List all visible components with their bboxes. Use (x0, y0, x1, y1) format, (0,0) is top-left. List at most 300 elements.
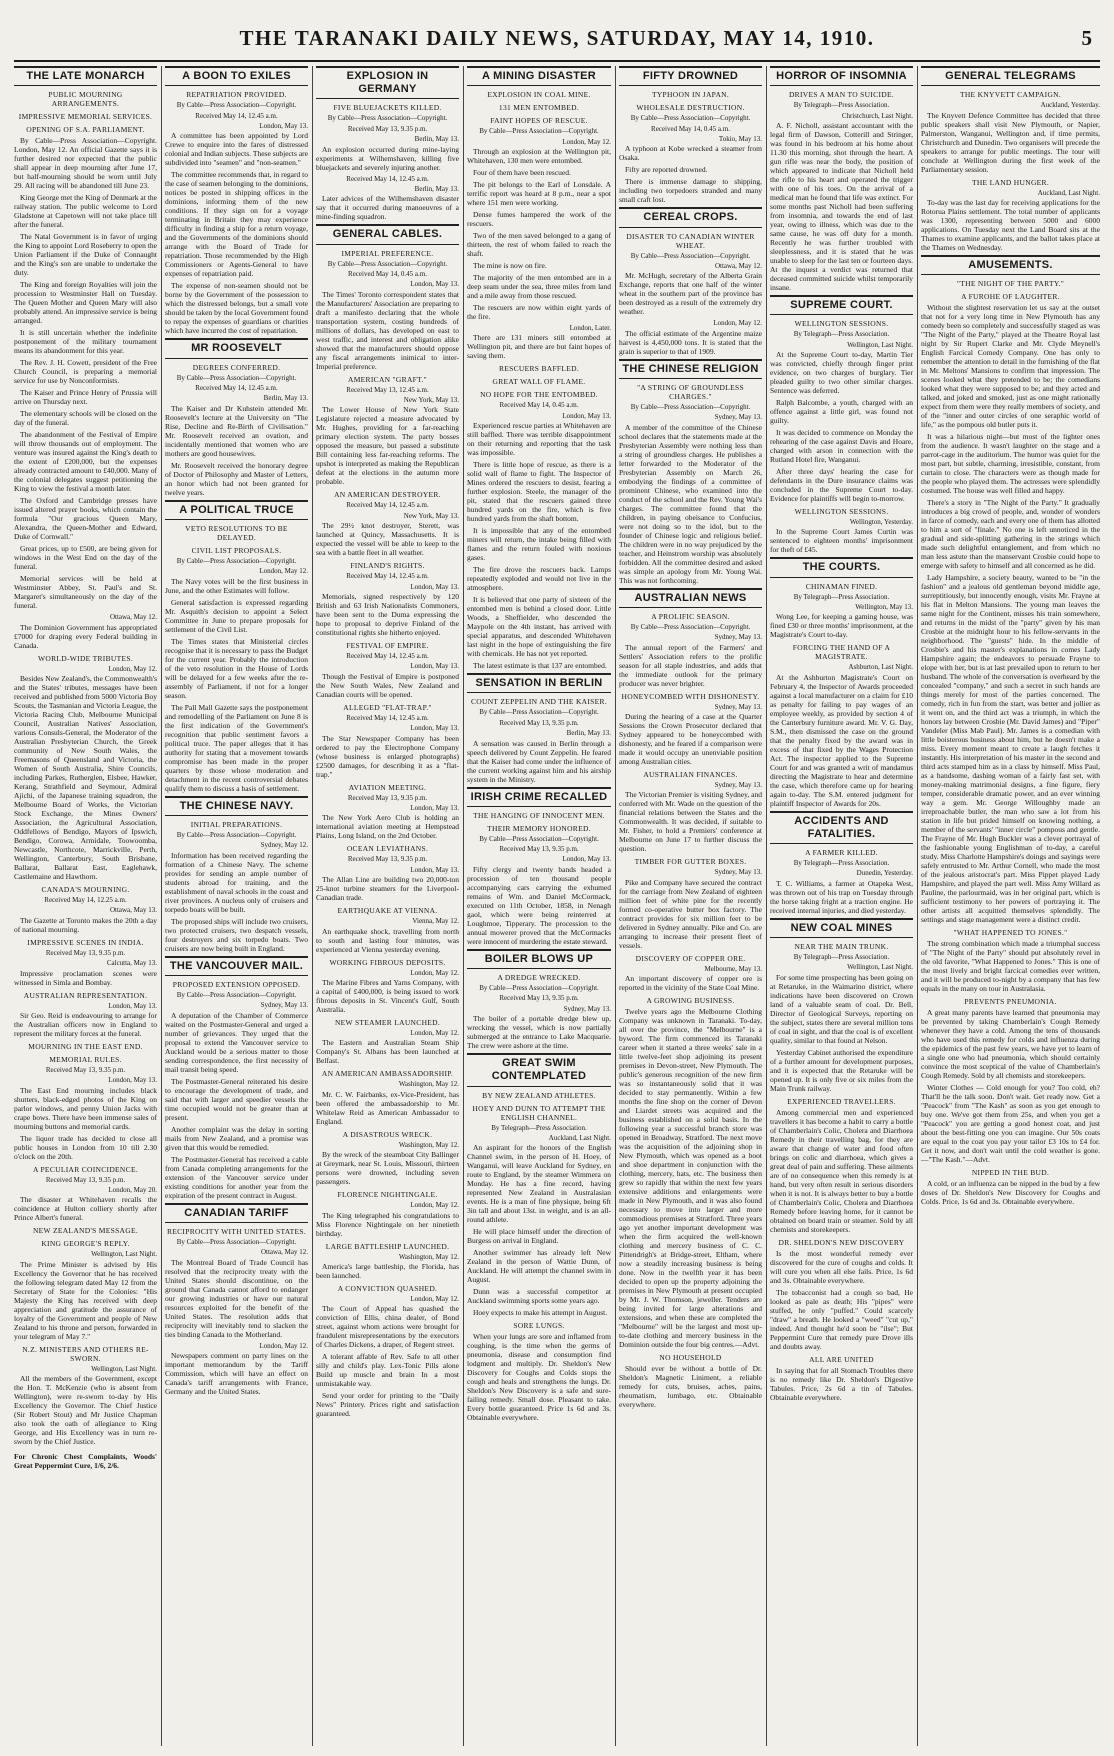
paragraph: The fire drove the rescuers back. Lamps repeatedly exploded and would not live in the atmosphere. (467, 565, 611, 593)
paragraph: The Kaiser and Dr Kuhstein attended Mr. Roosevelt's lecture at the University on "The Rise, Decline and Re-Birth of Civilisation." Mr. Roosevelt received an ovation, and incidentally mentioned that women who are mothers are good housewives. (165, 403, 308, 458)
dateline: Sydney, May 13. (260, 1001, 308, 1010)
subheading: BY NEW ZEALAND ATHLETES. (482, 1090, 596, 1100)
subheading: WELLINGTON SESSIONS. (794, 506, 889, 516)
dateline: Washington, May 12. (398, 1080, 459, 1089)
paragraph: It is impossible that any of the entombed miners will return, the intake being filled with flames and the return fouled with noxious gases. (467, 526, 611, 563)
dateline: Christchurch, Last Night. (841, 111, 913, 120)
dateline: Dunedin, Yesterday. (856, 869, 913, 878)
subheading: DISCOVERY OF COPPER ORE. (635, 953, 746, 963)
column-rule (766, 66, 767, 1746)
dateline: London, May 13. (410, 865, 459, 874)
dateline: Sydney, May 13. (714, 781, 762, 790)
paragraph: Pike and Company have secured the contract for the carriage from New Zealand of eighteen million feet of white pine for the recently formed co-operative butter box factory. The contract provides for six million feet to be delivered in Sydney annually. Pike and Co. are arranging to increase their present fleet of vessels. (619, 877, 762, 950)
paragraph: The rescuers are now within eight yards of the fire. (467, 302, 611, 321)
column-2 (165, 66, 308, 1746)
subheading: THE KNYVETT CAMPAIGN. (959, 90, 1062, 100)
subheading: N.Z. MINISTERS AND OTHERS RE-SWORN. (22, 1344, 149, 1363)
article-headline: CEREAL CROPS. (619, 207, 762, 227)
subheading: MOURNING IN THE EAST END. (28, 1041, 143, 1051)
dateline: Sydney, May 13. (714, 702, 762, 711)
agency-credit: By Cable—Press Association—Copyright. (176, 830, 297, 839)
paragraph: The Rev. J. H. Cowett, president of the Free Church Council, is preparing a memorial service for use by Nonconformists. (14, 358, 157, 386)
subheading: IMPRESSIVE SCENES IN INDIA. (27, 937, 144, 947)
paragraph: The annual report of the Farmers' and Settlers' Association refers to the prolific season for all staple industries, and adds that the immediate outlook for the primary producer was never brighter. (619, 642, 762, 688)
received-line: Received May 13, 12.45 a.m. (346, 385, 429, 394)
paragraph: The Postmaster-General has received a cable from Canada completing arrangements for the extension of the Vancouver service under existing conditions for another year from the expiration of the present contract in August. (165, 1154, 308, 1200)
agency-credit: By Cable—Press Association—Copyright. (479, 834, 599, 843)
column-rule (615, 66, 616, 1746)
dateline: Wellington, Yesterday. (849, 517, 913, 526)
paragraph: Should ever be without a bottle of Dr. Sheldon's Magnetic Liniment, a reliable remedy for cuts, bruises, aches, pains, rheumatism, lumbago, etc. Obtainable everywhere. (619, 1364, 762, 1410)
paragraph: The Natal Government is in favor of urging the King to appoint Lord Roseberry to open the Union Parliament if the Duke of Connaught and the King's son are unable to undertake the duty. (14, 232, 157, 278)
paragraph: The proposed ships will include two cruisers, two protected cruisers, two despatch vessels, four destroyers and six torpedo boats. Two cruisers are now being built in England. (165, 916, 308, 953)
paragraph: The boiler of a portable dredge blew up, wrecking the vessel, which is now partially submerged at the entrance to Lake Macquarie. The crew were ashore at the time. (467, 1014, 611, 1051)
dateline: London, May 12. (410, 1028, 459, 1037)
subheading: THE HANGING OF INNOCENT MEN. (473, 810, 605, 820)
paragraph: The majority of the men entombed are in a deep seam under the sea, three miles from land and a mile away from those rescued. (467, 272, 611, 300)
paragraph: Ralph Balcombe, a youth, charged with an offence against a little girl, was found not guilty. (770, 397, 913, 425)
agency-credit: By Telegraph—Press Association. (793, 953, 890, 962)
paragraph: The Marine Fibres and Yarns Company, with a capital of £400,000, is being issued to work fibrous deposits in St. Vincent's Gulf, South Australia. (316, 977, 459, 1014)
dateline: Sydney, May 13. (714, 633, 762, 642)
received-line: Received May 13, 9.35 p.m. (499, 994, 579, 1003)
subheading: KING GEORGE'S REPLY. (41, 1239, 130, 1249)
dateline: London, May 20. (108, 1186, 157, 1195)
paragraph: The Times' Toronto correspondent states that the Manufacturers' Association are preparing to draft a manifesto declaring that the whole transportation system, costing hundreds of millions of dollars, has developed on east to west traffic, and interest and obligation alike showed that the manufacturers should oppose any fiscal arrangements inimical to inter-Imperial preference. (316, 289, 459, 371)
dateline: Berlin, May 13. (263, 394, 308, 403)
agency-credit: By Telegraph—Press Association. (793, 592, 890, 601)
paragraph: Besides New Zealand's, the Commonwealth's and the States' tributes, messages have been received and published from 5000 Victoria Boy Scouts, the Tasmanian and Victoria League, the Victoria Racing Club, Melbourne Municipal Council, Australian Natives' Association, various Consuls-General, the Moderator of the Australian Presbyterian Church, the Greek community of New South Wales, the Freemasons of Queensland and Victoria, the Women of South Australia, Shire Councils, including Parkes, Rutherglen, Elsbee, Hawker, Kerang, Strathfield and Seymour, Admiral Ajichi, of the Japanese training squadron, the Melbourne Board of Works, the Victorian Stock Exchange, the Mines Owners' Association, the Agricultural Association, Oddfellows of Bendigo, Mayors of Ipswich, Bendigo, Corowa, Armidale, Toowoomba, Newcastle, Northcote, Marrickville, Perth, Wellington, Canterbury, South Brisbane, Ballarat, Ballarat East, Eaglehawk, Castlemaine and Hawthorn. (14, 673, 157, 881)
subheading: IMPRESSIVE MEMORIAL SERVICES. (18, 112, 153, 122)
dateline: London, May 13. (410, 803, 459, 812)
received-line: Received May 13, 9.35 p.m. (347, 124, 428, 133)
subheading: FINLAND'S RIGHTS. (350, 561, 425, 571)
received-line: Received May 14, 12.45 a.m. (346, 652, 429, 661)
dateline: Melbourne, May 13. (704, 964, 762, 973)
dateline: London, May 13. (562, 855, 611, 864)
dateline: London, May 13. (410, 582, 459, 591)
article-headline: AUSTRALIAN NEWS (619, 588, 762, 608)
dateline: Ottawa, May 13. (109, 906, 157, 915)
dateline: Sydney, May 13. (714, 868, 762, 877)
paragraph: Wong Lee, for keeping a gaming house, was fined £30 or three months' imprisonment, at the Magistrate's Court to-day. (770, 612, 913, 640)
subheading: GREAT WALL OF FLAME. (492, 377, 586, 387)
page-number: 5 (1081, 26, 1092, 50)
dateline: Sydney, May 13. (563, 1004, 611, 1013)
dateline: London, May 13. (410, 724, 459, 733)
dateline: Berlin, May 13. (414, 184, 459, 193)
subheading: CHINAMAN FINED. (805, 581, 878, 591)
subheading: "WHAT HAPPENED TO JONES." (953, 928, 1068, 938)
paragraph: It was decided to commence on Monday the rehearing of the case against Davis and Hoare, charged with arson in connection with the Rutland Hotel fire, Wanganui. (770, 427, 913, 464)
dateline: Berlin, May 13. (414, 135, 459, 144)
agency-credit: By Cable—Press Association—Copyright. (176, 990, 297, 999)
paragraph: Impressive proclamation scenes were witnessed in Simla and Bombay. (14, 968, 157, 987)
subheading: RESCUERS BAFFLED. (498, 364, 580, 374)
agency-credit: By Telegraph—Press Association. (793, 101, 890, 110)
dateline: Ottawa, May 12. (260, 1248, 308, 1257)
subheading: MEMORIAL RULES. (49, 1054, 122, 1064)
article-headline: NEW COAL MINES (770, 918, 913, 938)
subheading: AN AMERICAN DESTROYER. (334, 490, 441, 500)
newspaper-title: THE TARANAKI DAILY NEWS, SATURDAY, MAY 14, 1910. (239, 26, 875, 50)
article-headline: EXPLOSION IN GERMANY (316, 66, 459, 99)
subheading: A CONVICTION QUASHED. (337, 1283, 438, 1293)
received-line: Received May 14, 12.45 a.m. (346, 501, 429, 510)
paragraph: A tolerant affable of Rev. Safe to all other silly and child's play. Lex-Tonic Pills alone Build up muscle and brain In a most unmistakable way. (316, 1352, 459, 1389)
agency-credit: By Cable—Press Association—Copyright. (176, 373, 297, 382)
subheading: A GROWING BUSINESS. (646, 996, 735, 1006)
dateline: London, May 13. (562, 411, 611, 420)
subheading: FAINT HOPES OF RESCUE. (490, 116, 588, 126)
subheading: LARGE BATTLESHIP LAUNCHED. (325, 1241, 450, 1251)
paragraph: Winter Clothes — Cold enough for you? Too cold, eh? That'll be the talk soon. Don't wait. Get ready now. Get a "Peacock" from "The Kash" as soon as you get enough to buy one. We've got them from 25s, and when you get a "Peacock" you are getting a good honest coat, and just about the best-fitting one you can imagine. Our 50s coats are equal to the coat you pay your tailor £3 10s to £4 for. Get it now, and don't wait until the cold weather is gone.—"The Kash."—Advt. (921, 1083, 1100, 1165)
paragraph: The New York Aero Club is holding an international aviation meeting at Hempstead Plains, Long Island, on the 2nd October. (316, 813, 459, 841)
paragraph: A typhoon at Kobe wrecked a steamer from Osaka. (619, 144, 762, 163)
paragraph: A cold, or an influenza can be nipped in the bud by a few doses of Dr. Sheldon's New Discovery for Coughs and Colds. Price, 1s 6d and 3s. Obtainable everywhere. (921, 1179, 1100, 1207)
paragraph: An earthquake shock, travelling from north to south and lasting four minutes, was experienced at Vienna yesterday evening. (316, 926, 459, 954)
subheading: DISASTER TO CANADIAN WINTER WHEAT. (626, 231, 755, 250)
column-4 (467, 66, 611, 1746)
subheading: SORE LUNGS. (513, 1321, 565, 1331)
paragraph: A. F. Nicholl, assistant accountant with the legal firm of Dawson, Cotterill and Stringer, was found in his bedroom at his home about 11.30 this morning, shot through the heart. A gun rifle was near the body, the position of which appeared to indicate that Nicholl held the rifle to his heart and operated the trigger with one of his toes. On the arrival of a medical man he found that life was extinct. For some months past Nicholl had been suffering from insomnia, and towards the end of last year, owing to illness, which was due to the same cause, he was off duty for a month. Recently he was further troubled with sleeplessness, and it is stated that he was unable to sleep for the last ten or fourteen days. At the inquest a verdict was returned that deceased committed suicide whilst temporarily insane. (770, 120, 913, 292)
paragraph: Mr. Roosevelt received the honorary degree of Doctor of Philosophy and Master of Letters, an honor which had not been granted for twelve years. (165, 460, 308, 497)
paragraph: A sensation was caused in Berlin through a speech delivered by Count Zeppelin. He feared that the Kaiser had come under the influence of the current working against him and his airship system in the Ministry. (467, 738, 611, 784)
paragraph: It is believed that one party of sixteen of the entombed men is behind a closed door. Little Woods, a Sheffielder, who descended the Maypole on the 4th instant, has arrived with special apparatus, and descended Whitehaven last night in the hope of extinguishing the fire with chemicals. He has not yet reported. (467, 595, 611, 659)
paragraph: The Knyvett Defence Committee has decided that three public speakers shall visit New Plymouth, or Napier, Palmerston, Wanganui, Wellington and, if time permits, Christchurch and Dunedin. Two organisers will precede the speakers to arrange for public meetings. The tour will conclude at Wellington during the first week of the Parliamentary session. (921, 110, 1100, 174)
subheading: A DISASTROUS WRECK. (342, 1129, 433, 1139)
paragraph: The East End mourning includes black shutters, black-edged photos of the King on parlor windows, and penny Union Jacks with crape bows. There have been immense sales of mourning buttons and memorial cards. (14, 1085, 157, 1131)
paragraph: Dunn was a successful competitor at Auckland swimming sports some years ago. (467, 1287, 611, 1306)
subheading: AUSTRALIAN REPRESENTATION. (23, 990, 148, 1000)
dateline: Calcutta, May 13. (106, 959, 157, 968)
dateline: London, May 13. (108, 1076, 157, 1085)
paragraph: Four of them have been rescued. (473, 167, 571, 177)
dateline: London, May 12. (713, 319, 762, 328)
paragraph: There is immense damage to shipping, including two torpedoers stranded and many small craft lost. (619, 177, 762, 205)
subheading: "THE NIGHT OF THE PARTY." (956, 279, 1065, 289)
dateline: London, May 12. (259, 1341, 308, 1350)
dateline: Tokio, May 13. (718, 134, 762, 143)
subheading: FLORENCE NIGHTINGALE. (337, 1190, 438, 1200)
paragraph: Experienced rescue parties at Whitehaven are still baffled. There was terrible disappointment on their returning and reporting that the task was impossible. (467, 421, 611, 458)
paragraph: The expense of non-seamen should not be borne by the Government of the possession to which the distressed belongs, but a small vote should be taken by the local Government found to repay the expenses of guardians or charities which have incurred the cost of repatriation. (165, 281, 308, 336)
paragraph: The Pall Mall Gazette says the postponement and remodelling of the Parliament on June 8 is the first indication of the Government's recognition that public sentiment favors a political truce. The paper alleges that it has authority for stating that a movement towards compromise has been made in the proper quarters by those whose moderation and detachment in the recent controversial debates qualify them to discuss a basis of settlement. (165, 702, 308, 793)
subheading: AMERICAN "GRAFT." (347, 374, 427, 384)
paragraph: T. C. Williams, a farmer at Otapeka West, was thrown out of his trap on Tuesday through the horse taking fright at a traction engine. He received internal injuries, and died yesterday. (770, 878, 913, 915)
dateline: Washington, May 12. (398, 1140, 459, 1149)
paragraph: The tobacconist had a cough so bad, He looked as pale as death; His "pipes" were stuffed, he only "puffed." Could scarcely "draw" a breath. He looked a "weed" "cut up," indeed, And thought he'd soon be "ilse"; But Peppermint Cure that remedy pure Drove ills and doubts away. (770, 1287, 913, 1351)
agency-credit: By Cable—Press Association—Copyright. (176, 1237, 297, 1246)
paragraph: Another swimmer has already left New Zealand in the person of Wattie Dunn, of Auckland. He will attempt the channel swim in August. (467, 1248, 611, 1285)
received-line: Received May 13, 9.35 p.m. (45, 1175, 126, 1184)
paragraph: He will place himself under the direction of Burgess on arrival in England. (467, 1227, 611, 1246)
dateline: Wellington, Last Night. (847, 340, 913, 349)
agency-credit: By Cable—Press Association—Copyright. (176, 556, 297, 565)
article-headline: A POLITICAL TRUCE (165, 500, 308, 520)
paragraph: The latest estimate is that 137 are entombed. (473, 661, 607, 671)
agency-credit: By Cable—Press Association—Copyright. (630, 114, 751, 123)
paragraph: The Gazette at Toronto makes the 20th a day of national mourning. (14, 915, 157, 934)
article-headline: SUPREME COURT. (770, 295, 913, 315)
agency-credit: By Cable—Press Association—Copyright. (479, 984, 599, 993)
paragraph: The pit belongs to the Earl of Lonsdale. A terrific report was heard at 8 p.m., near a spot where 151 men were working. (467, 179, 611, 207)
received-line: Received May 14, 12.45 a.m. (195, 111, 278, 120)
paragraph: The mine is now on fire. (473, 260, 547, 270)
subheading: AN AMERICAN AMBASSADORSHIP. (321, 1069, 454, 1079)
agency-credit: By Cable—Press Association—Copyright. (479, 127, 599, 136)
agency-credit: By Cable—Press Association—Copyright. (630, 251, 751, 260)
subheading: AVIATION MEETING. (348, 782, 427, 792)
paragraph: Another complaint was the delay in sorting mails from New Zealand, and a promise was given that this would be remedied. (165, 1124, 308, 1152)
paragraph: It is still uncertain whether the indefinite postponement of the military tournament means its abandonment for this year. (14, 328, 157, 356)
dateline: Wellington, Last Night. (91, 1364, 157, 1373)
paragraph: An explosion occurred during mine-laying experiments at Wilhemshaven, killing five bluejackets and severely injuring another. (316, 144, 459, 172)
dateline: London, May 13. (410, 280, 459, 289)
paragraph: After three days' hearing the case for defendants in the Dure insurance claims was concluded in the Supreme Court to-day. Evidence for plaintiffs will begin to-morrow. (770, 466, 913, 503)
paragraph: By Cable—Press Association—Copyright. London, May 12. An official Gazette says it is further desired nor expected that the public shall appear in deep mourning after June 17, but half-mourning should be worn until July 29. All racing will be abandoned till June 23. (14, 136, 157, 191)
subheading: A FUROHE OF LAUGHTER. (961, 292, 1060, 302)
subheading: WHOLESALE DESTRUCTION. (636, 103, 745, 113)
article-headline: AMUSEMENTS. (921, 255, 1100, 275)
subheading: TIMBER FOR GUTTER BOXES. (634, 857, 747, 867)
paragraph: Is the most wonderful remedy ever discovered for the cure of coughs and colds. It will cure you when all else fails. Price, 1s 6d and 3s. Obtainable everywhere. (770, 1248, 913, 1285)
dateline: London, May 12. (259, 567, 308, 576)
paragraph: The elementary schools will be closed on the day of the funeral. (14, 409, 157, 428)
paragraph: The committee recommends that, in regard to the case of seamen belonging to the dominions, notices be posted in shipping offices in the dominions, informing them of the new conditions. If they sign on for a voyage terminating in Britain they may experience difficulty in finding a ship for a return voyage, and the Governments of the dominions should arrange with the Board of Trade for repatriation. Those recommended by the High Commissioners or Agents-General to have expenses of repatriation paid. (165, 170, 308, 279)
paragraph: The Kaiser and Prince Henry of Prussia will arrive on Thursday next. (14, 388, 157, 407)
subheading: WORKING FIBROUS DEPOSITS. (329, 957, 446, 967)
received-line: Received May 14, 12.45 a.m. (346, 713, 429, 722)
paragraph: All the members of the Government, except the Hon. T. McKenzie (who is absent from Wellington), were re-sworn to-day by His Excellency the Governor. The Chief Justice (Sir Robert Stout) and Mr Justice Chapman also took the oath of allegiance to King George, and His Excellency was in turn re-sworn by the Chief Justice. (14, 1374, 157, 1447)
article-headline: GENERAL TELEGRAMS (921, 66, 1100, 86)
subheading: PUBLIC MOURNING ARRANGEMENTS. (48, 90, 123, 109)
paragraph: To-day was the last day for receiving applications for the Rotorua Plains settlement. The total number of applicants was 1300, representing between 5000 and 6000 applications. On Tuesday next the Land Board sits at the Thames to examine applicants, and the ballot takes place at the Thames on Wednesday. (921, 197, 1100, 252)
subheading: VETO RESOLUTIONS TO BE DELAYED. (185, 523, 288, 542)
subheading: NO HOPE FOR THE ENTOMBED. (480, 390, 598, 400)
paragraph: Yesterday Cabinet authorised the expenditure of a further amount for development purposes, and it is expected that the Retaruke will be opened up. It is only five or six miles from the Main Trunk railway. (770, 1047, 913, 1093)
subheading: REPATRIATION PROVIDED. (186, 90, 287, 100)
article-headline: BOILER BLOWS UP (467, 949, 611, 969)
subheading: ALLEGED "FLAT-TRAP." (343, 702, 432, 712)
subheading: THE LAND HUNGER. (971, 177, 1050, 187)
column-rule (161, 66, 162, 1746)
agency-credit: By Cable—Press Association—Copyright. (327, 114, 448, 123)
subheading: PROPOSED EXTENSION OPPOSED. (172, 979, 301, 989)
dateline: London, May 12. (410, 1201, 459, 1210)
paragraph: Two of the men saved belonged to a gang of thirteen, the rest of whom failed to reach the shaft. (467, 230, 611, 258)
paragraph: Memorial services will be held at Westminster Abbey, St. Paul's and St. Margaret's simultaneously on the day of the funeral. (14, 574, 157, 611)
paragraph: The official estimate of the Argentine maize harvest is 4,450,000 tons. It is stated that the grain is superior to that of 1909. (619, 328, 762, 356)
paragraph: Mr. McHugh, secretary of the Alberta Grain Exchange, reports that one half of the winter wheat in the southern part of the province has been destroyed as a result of the extremely dry weather. (619, 271, 762, 317)
paragraph: The Victorian Premier is visiting Sydney, and conferred with Mr. Wade on the question of the financial relations between the States and the Commonwealth. It was decided, if suitable to Mr. Fisher, to hold a Premiers' conference at Melbourne on June 17 to further discuss the question. (619, 790, 762, 854)
dateline: Auckland, Last Night. (1037, 188, 1100, 197)
paragraph: A committee has been appointed by Lord Crewe to enquire into the fares of distressed colonial and Indian subjects. These subjects are subdivided into "seamen" and "non-seamen." (165, 131, 308, 168)
paragraph: When your lungs are sore and inflamed from coughing, is the time when the germs of pneumonia, disease and consumption find lodgment and multiply. Dr. Sheldon's New Discovery for Coughs and Colds stops the cough and heals and strengthens the lungs. Dr. Sheldon's New Discovery is a safe and sure-failing remedy. Small dose. Pleasant to take. Every bottle guaranteed. Price 1s 6d and 3s. Obtainable everywhere. (467, 1332, 611, 1423)
dateline: London, May 13. (108, 1001, 157, 1010)
article-headline: A BOON TO EXILES (165, 66, 308, 86)
paragraph: The Court of Appeal has quashed the conviction of Ellis, china dealer, of Bond street, against whom actions were brought for fraudulent misrepresentations by the executors of Charles Dickens, a draper, of Regent street. (316, 1304, 459, 1350)
article-headline: THE COURTS. (770, 557, 913, 577)
paragraph: There's a story in "The Night of the Party." It gradually introduces a big crowd of people, and, wonder of wonders in farce of comedy, each and every one of them has allotted to him a sort of "finale." No one is left unnoticed in the gradual and side-splitting gathering in the strings which made such delightful entanglement, and from which no man less astute than the manservant Crosbie could hope to emerge with safety to himself and all concerned as he did. (921, 498, 1100, 571)
article-headline: CANADIAN TARIFF (165, 1203, 308, 1223)
paragraph: An important discovery of copper ore is reported in the vicinity of the State Coal Mine. (619, 974, 762, 993)
dateline: London, May 12. (562, 137, 611, 146)
column-1 (14, 66, 157, 1746)
paragraph: A great many parents have learned that pneumonia may be prevented by taking Chamberlain's Cough Remedy whenever they have a cold. Among the tens of thousands who have used this remedy for colds and influenza during the epidemics of the past few years, we have yet to learn of a single one who had pneumonia, which should certainly convince the most sceptical of the value of Chamberlain's Cough Remedy. Sold by all chemists and storekeepers. (921, 1008, 1100, 1081)
agency-credit: By Cable—Press Association—Copyright. (479, 708, 599, 717)
paragraph: During the hearing of a case at the Quarter Sessions the Crown Prosecutor declared that Sydney appeared to be honeycombed with dishonesty, and he feared if a comparison were made it would occupy an unenviable position among Australian cities. (619, 712, 762, 767)
article-headline: THE CHINESE NAVY. (165, 796, 308, 816)
paragraph: Sir Geo. Reid is endeavouring to arrange for the Australian officers now in England to represent the military forces at the funeral. (14, 1010, 157, 1038)
subheading: EARTHQUAKE AT VIENNA. (337, 906, 438, 916)
subheading: OPENING OF S.A. PARLIAMENT. (26, 125, 145, 135)
subheading: 131 MEN ENTOMBED. (498, 103, 580, 113)
subheading: PREVENTS PNEUMONIA. (964, 997, 1057, 1007)
agency-credit: By Telegraph—Press Association. (491, 1123, 587, 1132)
article-headline: SENSATION IN BERLIN (467, 673, 611, 693)
subheading: HONEYCOMBED WITH DISHONESTY. (621, 691, 760, 701)
paragraph: Send your order for printing to the "Daily News" Printery. Prices right and satisfaction guaranteed. (316, 1391, 459, 1419)
subheading: "A STRING OF GROUNDLESS CHARGES." (637, 382, 744, 401)
received-line: Received May 14, 0.45 a.m. (499, 401, 579, 410)
paragraph: In saying that for all Stomach Troubles there is no remedy like Dr. Sheldon's Digestive Tabules. Price, 2s 6d a tin of Tabules. Obtainable everywhere. (770, 1365, 913, 1402)
agency-credit: By Telegraph—Press Association. (793, 859, 890, 868)
paragraph: Hoey expects to make his attempt in August. (473, 1308, 608, 1318)
subheading: FESTIVAL OF EMPIRE. (346, 641, 429, 651)
article-headline: GENERAL CABLES. (316, 224, 459, 244)
dateline: Wellington, Last Night. (847, 963, 913, 972)
dateline: Wellington, May 13. (855, 602, 913, 611)
subheading: RECIPROCITY WITH UNITED STATES. (166, 1226, 307, 1236)
subheading: AUSTRALIAN FINANCES. (643, 770, 738, 780)
article-headline: THE CHINESE RELIGION (619, 359, 762, 379)
paragraph: Lady Hampshire, a society beauty, wanted to be "in the fashion" and a jealous old gentleman beyond middle age, surreptitiously, but innocently enough, visits Mr. Frayne at his flat in Melton Mansions. The young man leaves the same night for the Continent, misses his train somewhere, and returns in the midst of the "party" given by his man Crosbie at the midnight hour to his fellow-servants in the neighborhood. The "guests" hide. In the middle of Crosbie's and his master's explanations in comes Lady Hampshire again; the endeavors to persuade Frayne to elope with her, but is at last prevailed upon to return to her husband. The whole of the conversation is overheard by the concealed "company," and such a secret in such hands are things merely for most of the parties concerned. The comedy, rich in fun from the start, was better and jollier as it went on, and the third act was a triumph, in which the honors lay between Crosbie (Mr. David James) and "Piper" Vandeler (Miss Mab Paul). Mr. James is a comedian with little boisterous business about him, but he doesn't make a miss. Every moment meant to create a laugh fetches it instantly. His interpretation of his master in the second and third acts stamped him as in a class by himself. Miss Paul, as a handsome, dashing woman of a fairly fast set, with money-making matrimonial designs, a fine figure, fiery temper, considerable dramatic power, and an ever winning way a gem. Mr. George Willoughby made an irreproachable butler, the man who saw a lot from his station in life but prided himself on knowing nothing, a member of the servants' "inner circle" pompous and gentle. The Frayne of Mr. Hugh Buckler was a clever portrayal of the fashionable young Englishman of to-day, a careful study. Miss Charlotte Hampshire's doings and sayings were safely entrusted to Mr. Arthur Cornell, who made the most of the jealous aristocrat's part. Miss Pippet played Lady Hampshire, and played the part well. Miss Amy Willard as Pauline, the parlourmaid, was in her original part, which is sufficient testimony to her powers of portraying it. The other artists all acquitted themselves splendidly. The settings and stage management were a distinct credit. (921, 573, 1100, 925)
paragraph: The King telegraphed his congratulations to Miss Florence Nightingale on her ninetieth birthday. (316, 1210, 459, 1238)
paragraph: The Times states that Ministerial circles recognise that it is necessary to pass the Budget for the current year. Probably the introduction of the veto resolution in the House of Lords will be delayed for a few weeks after the re-assembly of Parliament, if not for a longer season. (165, 636, 308, 700)
column-rule (463, 66, 464, 1746)
paragraph: Mr. C. W. Fairbanks, ex-Vice-President, has been offered the ambassadorship to Mr. Whitelaw Reid as American Ambassador to England. (316, 1089, 459, 1126)
column-6 (770, 66, 913, 1746)
dateline: Sydney, May 12. (260, 841, 308, 850)
subheading: NEW ZEALAND'S MESSAGE. (32, 1226, 139, 1236)
paragraph: At the Supreme Court to-day, Martin Tier was convicted, chiefly through finger print evidence, on two charges of burglary. Tier pleaded guilty to two other similar charges. Sentence was deferred. (770, 349, 913, 395)
paragraph: Memorials, signed respectively by 120 British and 63 Irish Nationalists Commoners, have been sent to the Duma expressing the hope to proposal to deprive Finland of the constitutional rights she hitherto enjoyed. (316, 592, 459, 638)
subheading: A PROLIFIC SEASON. (651, 611, 730, 621)
dateline: Berlin, May 13. (566, 729, 611, 738)
subheading: FORCING THE HAND OF A MAGISTRATE. (792, 643, 891, 662)
paragraph: There are 131 miners still entombed at Wellington pit, and there are but faint hopes of saving them. (467, 333, 611, 361)
received-line: Received May 14, 12.45 a.m. (346, 174, 429, 183)
paragraph: At the Ashburton Magistrate's Court on February 4, the Inspector of Awards proceeded against a local manufacturer on a claim for £10 as penalty for failing to pay wages of an employee weekly, as provided by section 4 of the Canterbury furniture award. Mr. V. G. Day, S.M., then dismissed the case on the ground that the penalty fixed by the award was in excess of that fixed by the Wages Protection Act. The inspector applied to the Supreme Court for and was granted a writ of mandamus directing the Magistrate to hear and determine the case, which therefore came up for hearing again to-day. The S.M. entered judgment for plaintiff Inspector of Awards for 20s. (770, 672, 913, 808)
paragraph: The Montreal Board of Trade Council has resolved that the reciprocity treaty with the United States should discontinue, on the ground that Canada cannot afford to endanger our growing industries or have our natural resources exploited for the benefit of the United States. The resolution adds that reciprocity will inevitably tend to slacken the ties binding Canada to the Motherland. (165, 1257, 308, 1339)
paragraph: Great prices, up to £500, are being given for windows in the West End on the day of the funeral. (14, 544, 157, 572)
paragraph: The Oxford and Cambridge presses have issued altered prayer books, which contain the formula "Our gracious Queen Mary, Alexandra, the Queen-Mother and Edward, Duke of Cornwall." (14, 496, 157, 542)
paragraph: Fifty are reported drowned. (625, 165, 708, 175)
paragraph: The Dominion Government has appropriated £7000 for draping every Federal building in Canada. (14, 622, 157, 650)
column-5 (619, 66, 762, 1746)
dateline: London, May 12. (410, 968, 459, 977)
paragraph: Dense fumes hampered the work of the rescuers. (467, 209, 611, 228)
dateline: Vienna, May 12. (412, 917, 459, 926)
subheading: EXPERIENCED TRAVELLERS. (787, 1096, 896, 1106)
paragraph: The King and foreign Royalties will join the procession to Westminster Hall on Tuesday. The Queen Mother and Queen Mary will also probably attend. An impressive service is being arranged. (14, 280, 157, 326)
dateline: London, May 13. (410, 662, 459, 671)
paragraph: For some time prospecting has been going on at Retaruke, in the Waimarino district, where indications have been discovered on Crown land of a valuable seam of coal. Dr. Bell, Director of Geological Surveys, reporting on the subject, states there are several million tons of coal in sight, and that the coal is of excellent quality, similar to that found at Nelson. (770, 972, 913, 1045)
paragraph: A deputation of the Chamber of Commerce waited on the Postmaster-General and urged a number of grievances. They urged that the proposal to extend the Vancouver service to Auckland would be a serious matter to those sending correspondence, the first necessity of mail transit being speed. (165, 1010, 308, 1074)
masthead (14, 16, 1100, 62)
subheading: DRIVES A MAN TO SUICIDE. (788, 90, 895, 100)
agency-credit: By Cable—Press Association—Copyright. (176, 101, 297, 110)
column-3 (316, 66, 459, 1746)
dateline: London, Later. (569, 323, 611, 332)
agency-credit: By Telegraph—Press Association. (793, 330, 890, 339)
paragraph: The Eastern and Australian Steam Ship Company's St. Albans has been launched at Belfast. (316, 1038, 459, 1066)
subheading: EXPLOSION IN COAL MINE. (487, 90, 591, 100)
advertisement: For Chronic Chest Complaints, Woods' Great Peppermint Cure, 1/6, 2/6. (14, 1452, 157, 1471)
subheading: CIVIL LIST PROPOSALS. (191, 545, 282, 555)
received-line: Received May 13, 9.35 p.m. (347, 855, 428, 864)
subheading: FIVE BLUEJACKETS KILLED. (333, 103, 442, 113)
subheading: OCEAN LEVIATHANS. (346, 844, 429, 854)
dateline: New York, May 13. (403, 396, 459, 405)
received-line: Received May 14, 12.25 a.m. (44, 895, 127, 904)
column-rule (917, 66, 918, 1746)
paragraph: The Prime Minister is advised by His Excellency the Governor that he has received the following telegram dated May 12 from the Secretary of State for the Colonies: "His Majesty the King has received with deep appreciation and gratitude the assurance of loyalty of the Government and people of New Zealand to his throne and person, forwarded in your telegram of May 7." (14, 1259, 157, 1341)
paragraph: The strong combination which made a triumphal success of "The Night of the Party" should put absolutely revel in the old favorite, "What Happened to Jones." This is one of the most lively and bright farcical comedies ever written, and it will be produced to-night by a company that has few equals in the many on tour in Australasia. (921, 939, 1100, 994)
article-headline: A MINING DISASTER (467, 66, 611, 86)
received-line: Received May 14, 0.45 a.m. (651, 124, 730, 133)
agency-credit: By Cable—Press Association—Copyright. (630, 402, 751, 411)
paragraph: The Star Newspaper Company has been ordered to pay the Electrophone Company (whose business is enlarged photographs) £2500 damages, for describing it as a "flat-trap." (316, 733, 459, 779)
paragraph: Fifty clergy and twenty bands headed a procession of ten thousand people accompanying cars carrying the exhumed remains of Wm. and Daniel McCormack, executed on 11th October, 1858, in Nenagh gaol, which were being reinterred at Loughmoe, Tipperary. The procession to the annual mowerer proved that the McCormacks were innocent of murdering the estate steward. (467, 864, 611, 946)
paragraph: The abandonment of the Festival of Empire will throw thousands out of employment. The venture was insured against the King's death to the extent of £200,000, but the expenses already contracted amount to £40,000. Many of the colonial delegates suggest petitioning the King to view the festival a month later. (14, 430, 157, 494)
paragraph: The disaster at Whitehaven recalls the coincidence at Hulton colliery shortly after Prince Albert's funeral. (14, 1195, 157, 1223)
subheading: WORLD-WIDE TRIBUTES. (37, 653, 133, 663)
article-headline: THE VANCOUVER MAIL. (165, 956, 308, 976)
paragraph: King George met the King of Denmark at the railway station. The public welcome to Lord Gladstone at Capetown will not take place till after the funeral. (14, 193, 157, 230)
article-headline: GREAT SWIM CONTEMPLATED (467, 1053, 611, 1086)
paragraph: General satisfaction is expressed regarding Mr. Asquith's decision to appoint a Select Committee in June to prepare proposals for settlement of the Civil List. (165, 597, 308, 634)
received-line: Received May 13, 9.35 p.m. (45, 948, 126, 957)
article-headline: HORROR OF INSOMNIA (770, 66, 913, 86)
subheading: DEGREES CONFERRED. (192, 362, 281, 372)
received-line: Received May 14, 0.45 a.m. (348, 269, 427, 278)
dateline: Auckland, Yesterday. (1040, 101, 1100, 110)
subheading: INITIAL PREPARATIONS. (190, 819, 283, 829)
subheading: A DREDGE WRECKED. (497, 973, 581, 983)
subheading: NIPPED IN THE BUD. (971, 1168, 1050, 1178)
column-7 (921, 66, 1100, 1746)
paragraph: The Navy votes will be the first business in June, and the other Estimates will follow. (165, 576, 308, 595)
paragraph: Among commercial men and experienced travellers it has become a habit to carry a bottle of Chamberlain's Colic, Cholera and Diarrhoea Remedy in their travelling bag, for they are aware that change of water and food often brings on colic and diarrhoea, which gives a great deal of pain and suffering. These ailments are of no consequence when this remedy is at hand, but very often result in serious disorders when it is not. It is always better to buy a bottle of Chamberlain's Colic, Cholera and Diarrhoea Remedy before leaving home, for it cannot be obtained on board train or steamer. Sold by all chemists and storekeepers. (770, 1107, 913, 1234)
subheading: A PECULIAR COINCIDENCE. (32, 1164, 139, 1174)
received-line: Received May 13, 9.35 p.m. (499, 718, 579, 727)
paragraph: The Postmaster-General reiterated his desire to encourage the development of trade, and said that with larger and speedier vessels the time occupied would not be greater than at present. (165, 1076, 308, 1122)
paragraph: There is little hope of rescue, as there is a solid wall of flame to fight. The Inspector of Mines ordered the rescuers to desist, fearing a further explosion. Steele, the manager of the pit, stated that the rescuers gained three hundred yards on the fire, which is five hundred yards from the shaft bottom. (467, 460, 611, 524)
paragraph: Twelve years ago the Melbourne Clothing Company was unknown in Taranaki. To-day, all over the province, the "Melbourne" is a byword. The firm commenced its Taranaki career when it started a three weeks' sale in a little twelve-feet shop adjoining its present premises in Devon-street, New Plymouth. The public's generous recognition of the new firm was so instantaneously solid that it was decided to stay permanently. Within a few months the fine shop on the corner of Devon and Liardet streets was acquired and the business established on a solid basis. In the following year a successful branch store was opened in Broadway, Stratford. The next move was the acquisition of the adjoining shop in New Plymouth, which was opened as a boot and shoe department in conjunction with the clothing, mercery, hats, etc. The business then grew so rapidly that within the next few years extensive additions and enlargements were made in New Plymouth, and it was also found necessary to move into larger and more commodious premises at Stratford. Three years ago yet another important development was when the firm acquired the well-known clothing and mercery business of C. C. Pittendrigh's at Bridge-street, Eltham, where now a steadily increasing business is being done. Now in the twelfth year it has been decided to open up the property adjoining the premises in New Plymouth at present occupied by Mr. J. W. Thomson, jeweller. Tenders are being invited for large alterations and extensions, and when these are completed the "Melbourne" will be the largest and most up-to-date clothing and mercery business in the Dominion outside the four big centres.—Advt. (619, 1007, 762, 1350)
paragraph: Through an explosion at the Wellington pit, Whitehaven, 130 men were entombed. (467, 146, 611, 165)
subheading: ALL ARE UNITED (809, 1354, 874, 1364)
subheading: HOEY AND DUNN TO ATTEMPT THE ENGLISH CHANNEL. (472, 1103, 606, 1122)
subheading: NO HOUSEHOLD (659, 1353, 722, 1363)
received-line: Received May 14, 12.45 a.m. (346, 572, 429, 581)
paragraph: A member of the committee of the Chinese school declares that the statements made at the Presbyterian Assembly were nothing less than a string of groundless charges. He publishes a letter forwarded to the Moderator of the Presbyterian Assembly on March 26, embodying the findings of a committee of prominent Chinese, who examined into the conduct of the school and the Rev. Young Wai's charges. The committee found that the children, in paying obeisance to Confucius, were not doing so to the idol, but to the founder of Chinese logic and religious belief. The children were in no way prejudiced by the teacher, and Heinstrom worship was absolutely forbidden. All the committee desired and asked was simple an apology from Mr. Young Wai. This was not forthcoming. (619, 422, 762, 585)
subheading: DR. SHELDON'S NEW DISCOVERY (778, 1237, 905, 1247)
article-headline: THE LATE MONARCH (14, 66, 157, 86)
dateline: Sydney, May 13. (714, 413, 762, 422)
subheading: NEAR THE MAIN TRUNK. (794, 942, 889, 952)
